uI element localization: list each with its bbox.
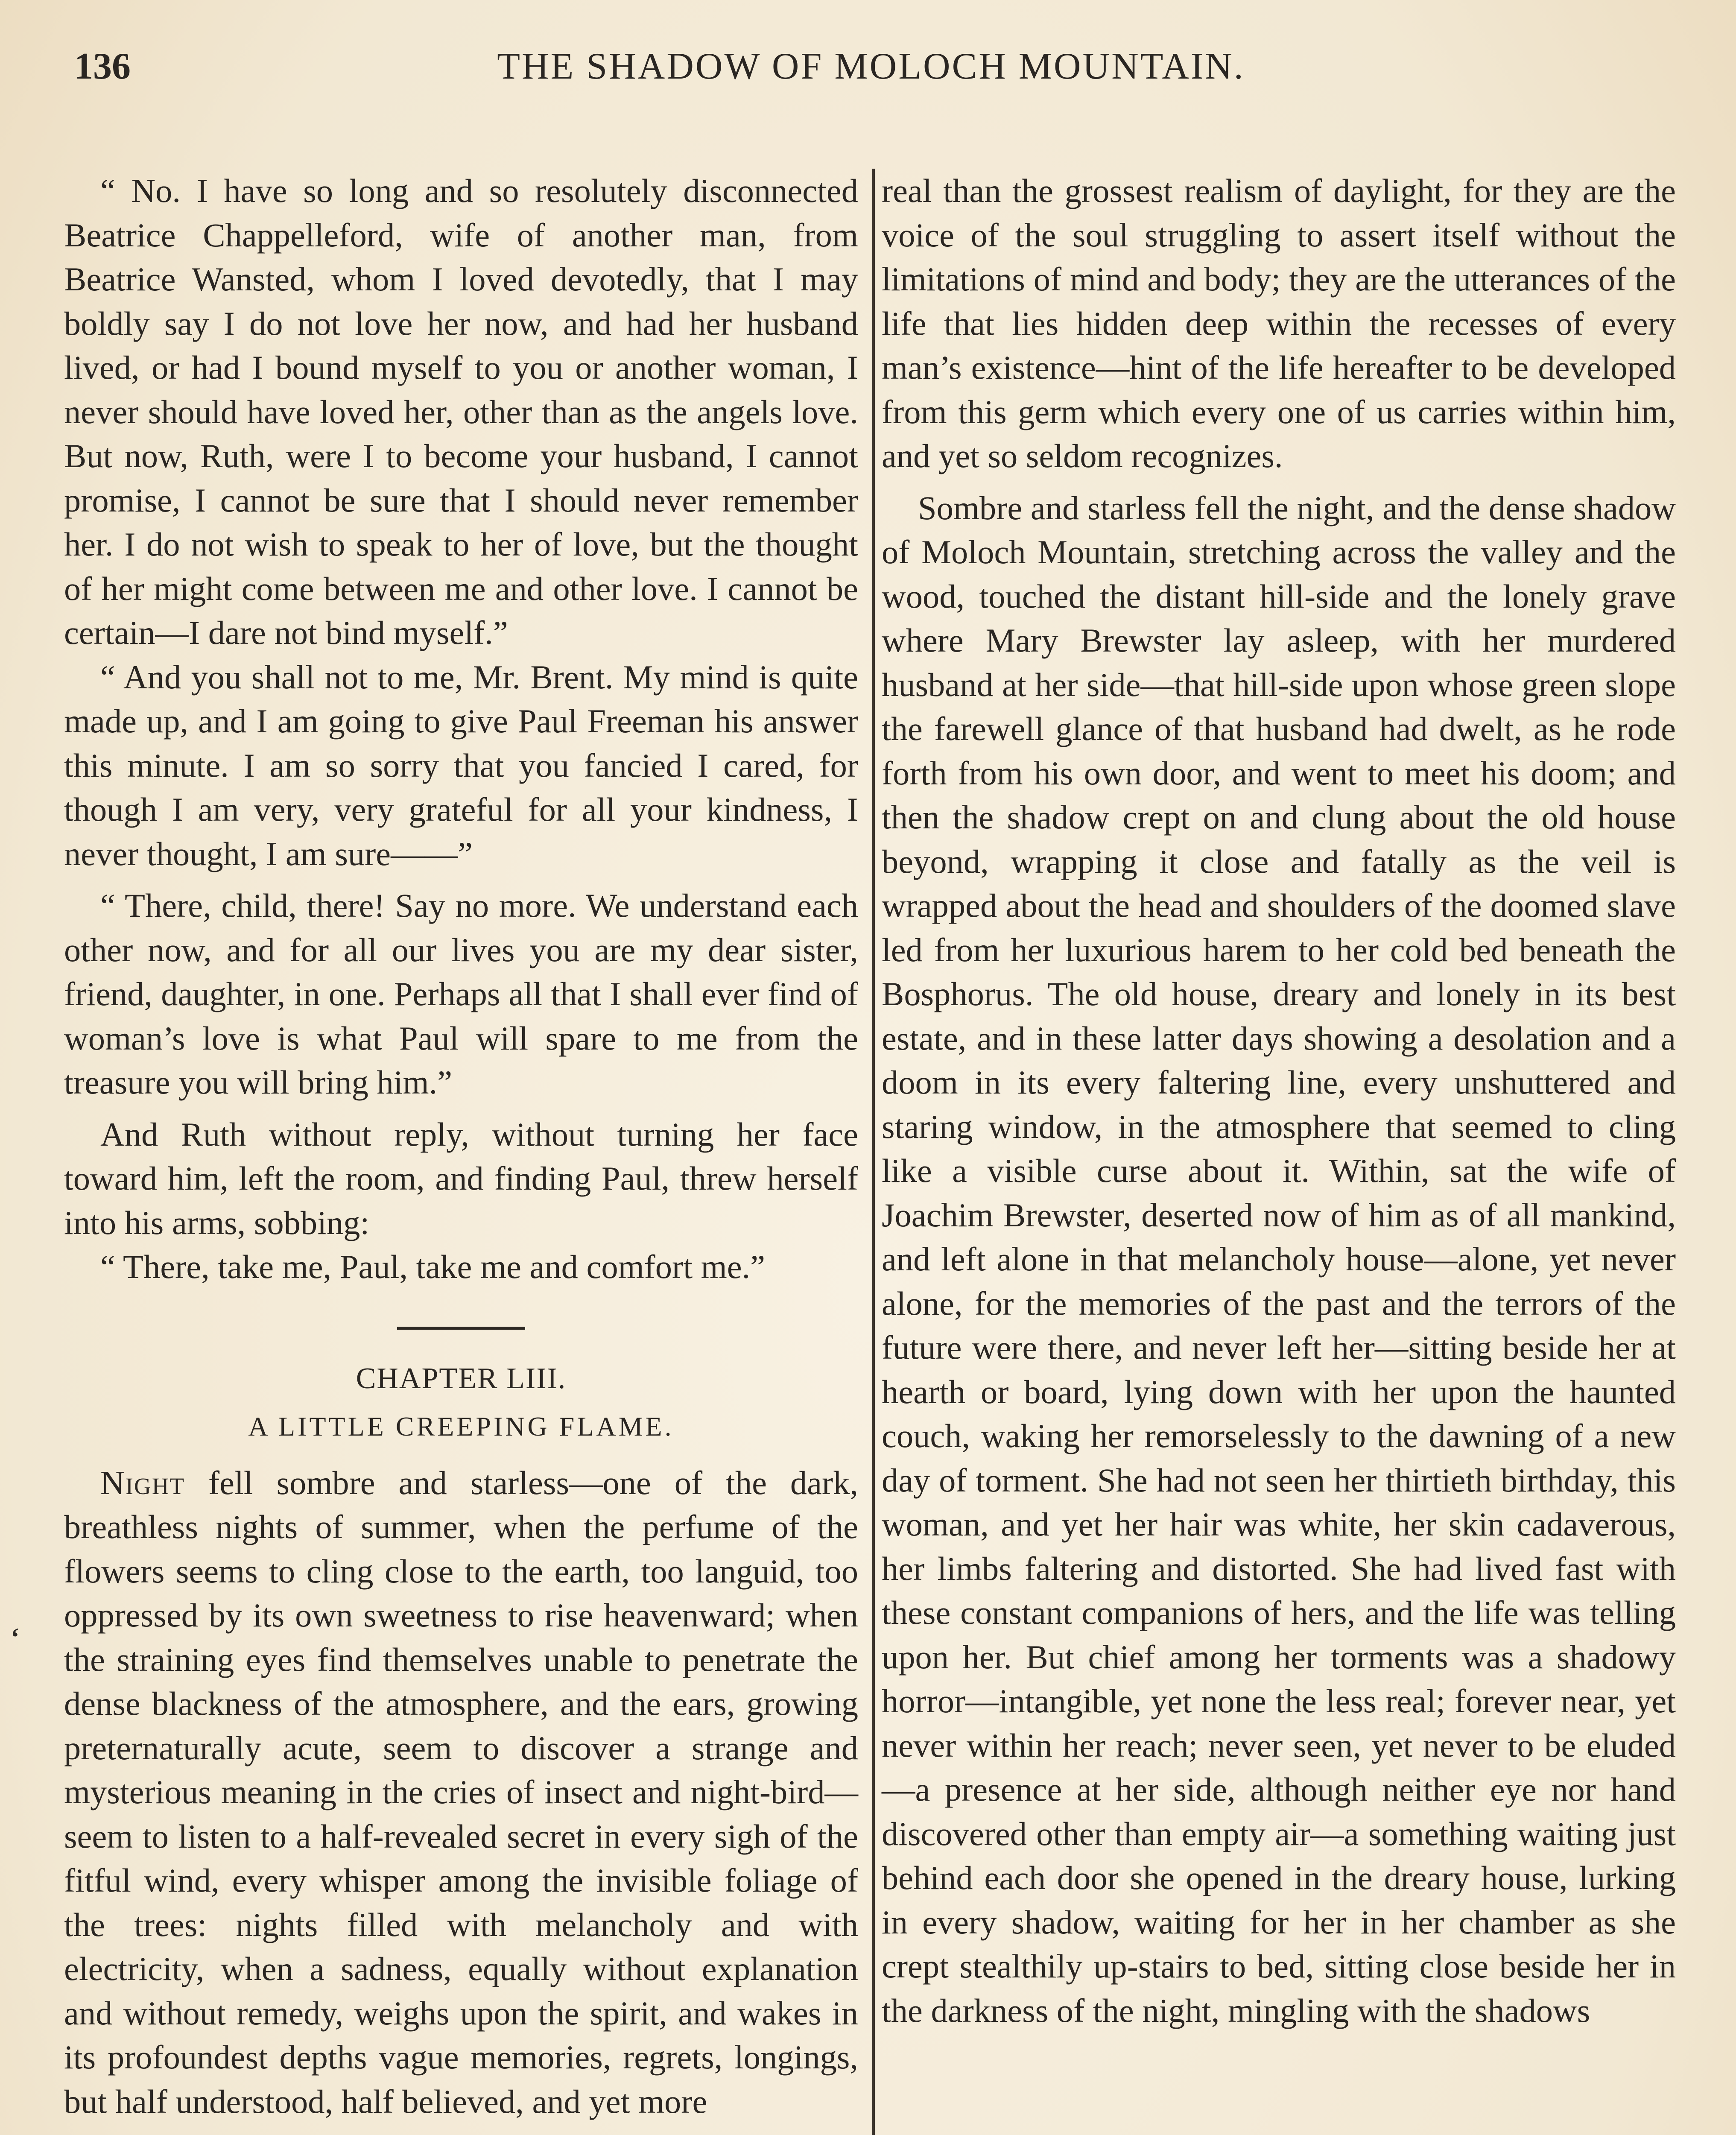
running-title: THE SHADOW OF MOLOCH MOUNTAIN. [497, 46, 1245, 87]
paragraph: “ There, child, there! Say no more. We understand each other now, and for all our lives you are my dear sister, friend, daughter, in one. Perhaps all that I shall ever find of woman’s love is what Paul will spare to me from the treasure you will bring him.” [64, 887, 858, 1101]
chapter-heading: CHAPTER LIII. [356, 1362, 567, 1395]
paragraph [64, 1461, 858, 2124]
paragraph: “ No. I have so long and so resolutely disconnected Beatrice Chappelleford, wife of another man, from Beatrice Wansted, whom I loved devotedly, that I may boldly say I do not love her now, and had her husband lived, or had I bound myself to you or another woman, I never should have loved her, other than as the angels love. But now, Ruth, were I to become your husband, I cannot promise, I cannot be sure that I should never remember her. I do not wish to speak to her of love, but the thought of her might come between me and other love. I cannot be certain—I dare not bind myself.” [64, 172, 858, 651]
paragraph-text: fell sombre and starless—one of the dark, breathless nights of summer, when the perfume of the flowers seems to cling close to the earth, too languid, too oppressed by its own sweetness to rise heavenward; when the straining eyes find themselves unable to penetrate the dense blackness of the atmosphere, and the ears, growing preternaturally acute, seem to discover a strange and mysterious meaning in the cries of insect and night-bird—seem to listen to a half-revealed secret in every sigh of the fitful wind, every whisper among the invisible foliage of the trees: nights filled with melancholy and with electricity, when a sadness, equally without explanation and without remedy, weighs upon the spirit, and wakes in its profoundest depths vague memories, regrets, longings, but half understood, half believed, and yet more [64, 1464, 858, 2120]
left-column [64, 169, 858, 2135]
paragraph: Sombre and starless fell the night, and the dense shadow of Moloch Mountain, stretching across the valley and the wood, touched the distant hill-side and the lonely grave where Mary Brewster lay asleep, with her murdered husband at her side—that hill-side upon whose green slope the farewell glance of that husband had dwelt, as he rode forth from his own door, and went to meet his doom; and then the shadow crept on and clung about the old house beyond, wrapping it close and fatally as the veil is wrapped about the head and shoulders of the doomed slave led from her luxurious harem to her cold bed beneath the Bosphorus. The old house, dreary and lonely in its best estate, and in these latter days showing a desolation and a doom in its every faltering line, every unshuttered and staring window, in the atmosphere that seemed to cling like a visible curse about it. Within, sat the wife of Joachim Brewster, deserted now of him as of all mankind, and left alone in that melancholy house—alone, yet never alone, for the memories of the past and the terrors of the future were there, and never left her—sitting beside her at hearth or board, lying down with her upon the haunted couch, waking her remorselessly to the dawning of a new day of torment. She had not seen her thirtieth birthday, this woman, and yet her hair was white, her skin cadaverous, her limbs faltering and distorted. She had lived fast with these constant companions of hers, and the life was telling upon her. But chief among her torments was a shadowy horror—intangible, yet none the less real; forever near, yet never within her reach; never seen, yet never to be eluded—a presence at her side, although neither eye nor hand discovered other than empty air—a something waiting just behind each door she opened in the dreary house, lurking in every shadow, waiting for her in her chamber as she crept stealthily up-stairs to bed, sitting close beside her in the darkness of the night, mingling with the shadows [882, 489, 1676, 2029]
lead-word: Night [100, 1464, 185, 1501]
page-header [64, 41, 1678, 92]
right-column [882, 169, 1676, 2135]
paragraph: “ And you shall not to me, Mr. Brent. My mind is quite made up, and I am going to give Paul Freeman his answer this minute. I am so sorry that you fancied I cared, for though I am very, very grateful for all your kindness, I never thought, I am sure——” [64, 658, 858, 872]
section-rule [397, 1327, 525, 1330]
column-divider [872, 169, 875, 2135]
paragraph: And Ruth without reply, without turning her face toward him, left the room, and finding Paul, threw herself into his arms, sobbing: [64, 1115, 858, 1241]
chapter-subtitle: A LITTLE CREEPING FLAME. [248, 1411, 674, 1442]
margin-mark: ‘ [11, 1623, 20, 1652]
paragraph: “ There, take me, Paul, take me and comfort me.” [100, 1248, 766, 1285]
paragraph: real than the grossest realism of daylight, for they are the voice of the soul struggling to assert itself without the limitations of mind and body; they are the utterances of the life that lies hidden deep within the recesses of every man’s existence—hint of the life hereafter to be developed from this germ which every one of us carries within him, and yet so seldom recognizes. [882, 172, 1676, 474]
page-number: 136 [74, 46, 131, 87]
